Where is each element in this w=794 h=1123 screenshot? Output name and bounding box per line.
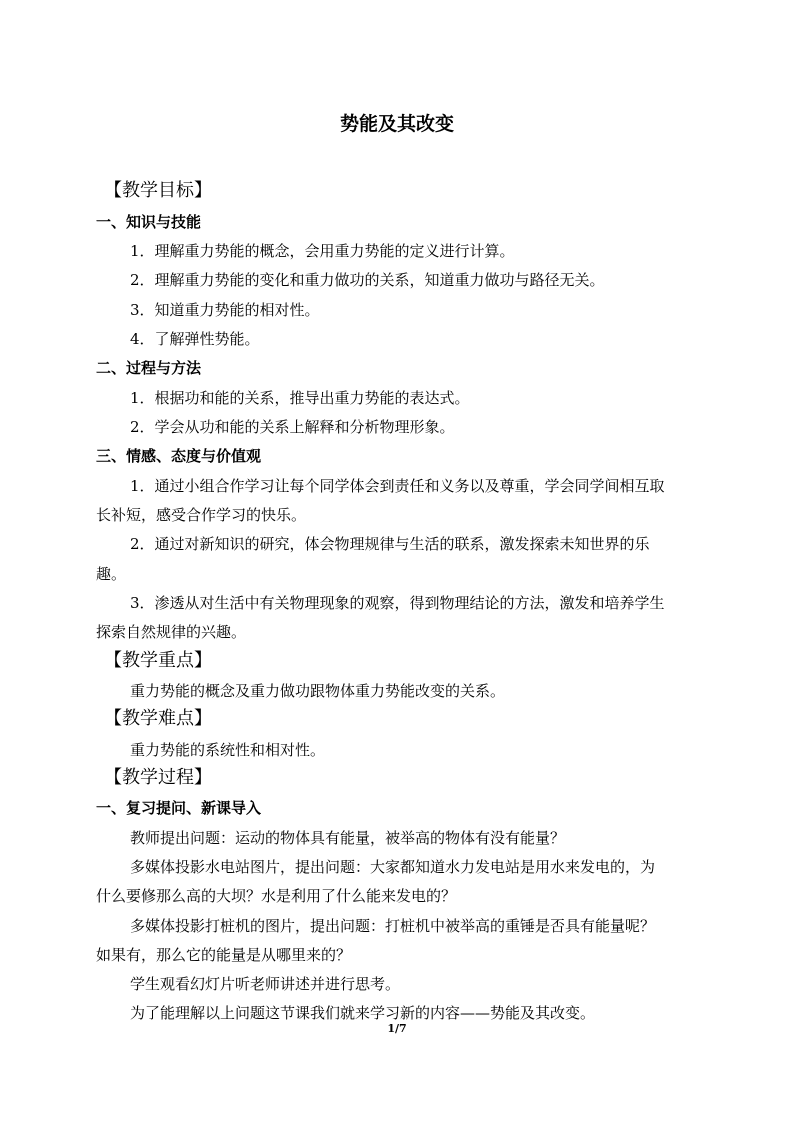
paragraph-line: 4．了解弹性势能。 [130, 330, 260, 348]
paragraph-line: 探索自然规律的兴趣。 [96, 623, 247, 641]
paragraph-line: 学生观看幻灯片听老师讲述并进行思考。 [130, 975, 401, 993]
section-heading-key-points: 【教学重点】 [104, 650, 212, 671]
section-heading-difficulties: 【教学难点】 [104, 708, 212, 729]
paragraph-line: 1．通过小组合作学习让每个同学体会到责任和义务以及尊重，学会同学间相互取 [130, 477, 665, 495]
paragraph-line: 重力势能的系统性和相对性。 [130, 741, 326, 759]
subheading-knowledge-skills: 一、知识与技能 [96, 213, 202, 231]
paragraph-line: 多媒体投影水电站图片，提出问题：大家都知道水力发电站是用水来发电的，为 [130, 858, 656, 876]
subheading-process-methods: 二、过程与方法 [96, 359, 202, 377]
paragraph-line: 长补短，感受合作学习的快乐。 [96, 506, 307, 524]
paragraph-line: 1．理解重力势能的概念，会用重力势能的定义进行计算。 [130, 242, 515, 260]
paragraph-line: 3．知道重力势能的相对性。 [130, 301, 320, 319]
subheading-attitude-values: 三、情感、态度与价值观 [96, 447, 262, 465]
section-heading-teaching-objectives: 【教学目标】 [104, 180, 212, 201]
section-heading-teaching-process: 【教学过程】 [104, 767, 212, 788]
paragraph-line: 多媒体投影打桩机的图片，提出问题：打桩机中被举高的重锤是否具有能量呢？ [130, 917, 656, 935]
paragraph-line: 如果有，那么它的能量是从哪里来的？ [96, 946, 352, 964]
paragraph-line: 什么要修那么高的大坝？水是利用了什么能来发电的？ [96, 887, 457, 905]
paragraph-line: 3．渗透从对生活中有关物理现象的观察，得到物理结论的方法，激发和培养学生 [130, 594, 665, 612]
subheading-review-introduction: 一、复习提问、新课导入 [96, 799, 262, 817]
page-title: 势能及其改变 [339, 113, 454, 135]
paragraph-line: 2．学会从功和能的关系上解释和分析物理形象。 [130, 418, 455, 436]
paragraph-line: 教师提出问题：运动的物体具有能量，被举高的物体有没有能量？ [130, 829, 566, 847]
paragraph-line: 趣。 [96, 565, 127, 583]
paragraph-line: 2．通过对新知识的研究，体会物理规律与生活的联系，激发探索未知世界的乐 [130, 535, 650, 553]
paragraph-line: 重力势能的概念及重力做功跟物体重力势能改变的关系。 [130, 682, 506, 700]
paragraph-line: 为了能理解以上问题这节课我们就来学习新的内容——势能及其改变。 [130, 1004, 596, 1022]
paragraph-line: 1．根据功和能的关系，推导出重力势能的表达式。 [130, 389, 470, 407]
paragraph-line: 2．理解重力势能的变化和重力做功的关系，知道重力做功与路径无关。 [130, 271, 605, 289]
page-number: 1/7 [387, 1022, 407, 1035]
